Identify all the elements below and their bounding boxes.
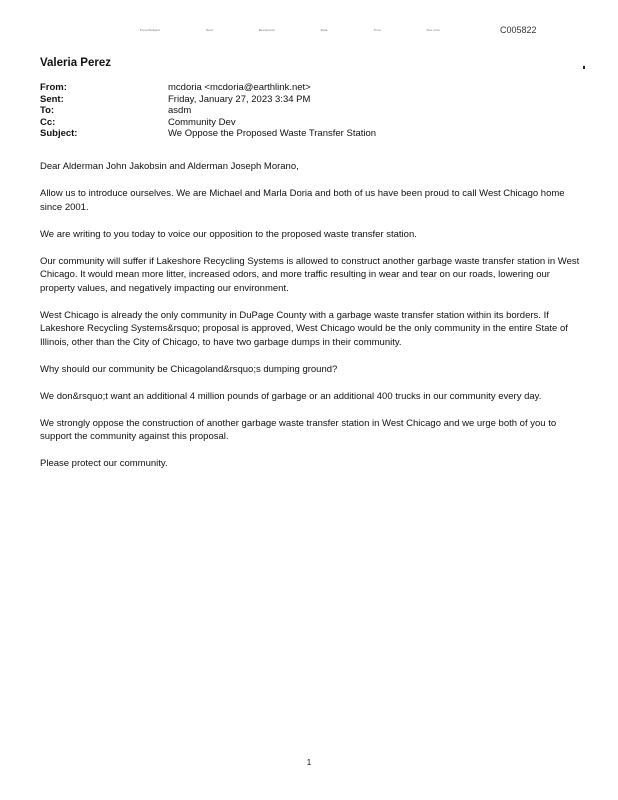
- scan-mark: [583, 66, 585, 69]
- field-label: Subject:: [40, 128, 78, 139]
- body-paragraph: Why should our community be Chicagoland&rsquo;s dumping ground?: [40, 363, 338, 375]
- body-paragraph: Allow us to introduce ourselves. We are Michael and Marla Doria and both of us have been proud to call West Chicago home since 2001.: [40, 188, 565, 213]
- email-subject: We Oppose the Proposed Waste Transfer Station: [168, 128, 377, 139]
- body-paragraph: West Chicago is already the only community in DuPage County with a garbage waste transfer station within its borders. If Lakeshore Recycling Systems&rsquo; proposal is approved, West Chicago would be the only community in the entire State of Illinois, other than the City of Chicago, to have two garbage dumps in their community.: [40, 309, 568, 348]
- email-cc-row: [40, 117, 580, 129]
- body-paragraph: We are writing to you today to voice our opposition to the proposed waste transfer station.: [40, 228, 417, 240]
- email-to-row: [40, 105, 580, 117]
- body-paragraph: We don&rsquo;t want an additional 4 million pounds of garbage or an additional 400 trucks in our community every day.: [40, 390, 542, 402]
- body-paragraph: We strongly oppose the construction of another garbage waste transfer station in West Chicago and we urge both of you to support the community against this proposal.: [40, 417, 557, 442]
- email-body: [40, 160, 580, 484]
- print-header-field: Sent: [206, 28, 214, 32]
- email-to: asdm: [168, 105, 192, 116]
- email-subject-row: [40, 128, 580, 140]
- email-header: [40, 82, 580, 140]
- print-header: [140, 28, 440, 32]
- email-from-row: [40, 82, 580, 94]
- field-label: Cc:: [40, 116, 56, 128]
- email-cc: Community Dev: [168, 116, 236, 128]
- email-from: mcdoria <mcdoria@earthlink.net>: [168, 82, 311, 93]
- page-number: 1: [306, 758, 312, 767]
- field-label: Sent:: [40, 93, 64, 105]
- body-paragraph: Our community will suffer if Lakeshore Recycling Systems is allowed to construct another garbage waste transfer station in West Chicago. It would mean more litter, increased odors, and more traffic resulting in wear and tear on our roads, lowering our property values, and negatively impacting our environment.: [40, 255, 580, 294]
- sender-name: Valeria Perez: [40, 57, 111, 69]
- field-label: From:: [40, 82, 67, 93]
- bates-number: C005822: [500, 25, 537, 35]
- body-paragraph: Dear Alderman John Jakobsin and Alderman Joseph Morano,: [40, 161, 299, 172]
- print-header-field: From/Subject: [140, 28, 161, 32]
- print-header-field: Date: [320, 28, 328, 32]
- print-header-field: Recipients: [258, 28, 275, 32]
- email-sent-row: [40, 94, 580, 106]
- print-header-field: Doc Link: [426, 28, 440, 32]
- field-label: To:: [40, 105, 55, 116]
- email-sent: Friday, January 27, 2023 3:34 PM: [168, 93, 311, 105]
- print-header-field: Time: [373, 28, 381, 32]
- body-paragraph: Please protect our community.: [40, 458, 168, 469]
